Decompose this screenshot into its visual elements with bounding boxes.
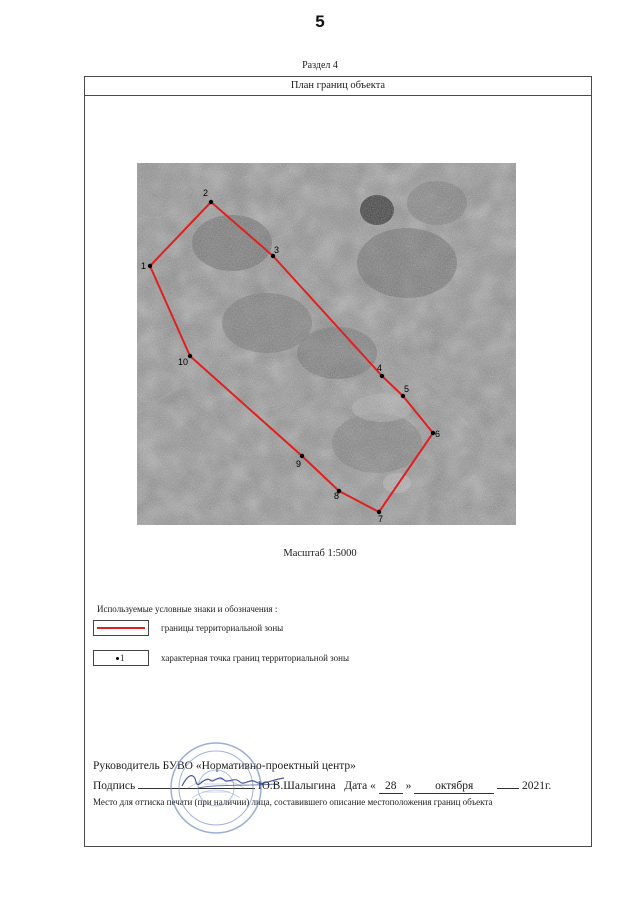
point-dot-icon xyxy=(116,657,119,660)
point-label: 5 xyxy=(404,384,410,394)
point-label: 1 xyxy=(141,261,147,271)
date-label: Дата « xyxy=(344,780,376,792)
date-day: 28 xyxy=(379,780,403,794)
point-label: 7 xyxy=(378,514,384,524)
boundary-point xyxy=(148,264,152,268)
legend-heading: Используемые условные знаки и обозначения : xyxy=(97,604,278,614)
date-month: октября xyxy=(414,780,494,794)
signature-line xyxy=(93,775,551,794)
legend-line-label: границы территориальной зоны xyxy=(161,623,284,633)
boundary-point xyxy=(380,374,384,378)
legend-point-number: 1 xyxy=(120,653,125,663)
aerial-map xyxy=(137,163,516,525)
point-label: 2 xyxy=(203,188,209,198)
point-label: 6 xyxy=(435,429,441,439)
legend-point-label: характерная точка границ территориальной зоны xyxy=(161,653,350,663)
page-number: 5 xyxy=(315,12,325,31)
boundary-point xyxy=(300,454,304,458)
point-label: 8 xyxy=(334,491,340,501)
signer-name: Ю.В.Шалыгина xyxy=(257,780,336,792)
point-label: 3 xyxy=(274,245,280,255)
grain-texture xyxy=(137,163,516,525)
organization-head-line: Руководитель БУВО «Нормативно-проектный центр» xyxy=(93,760,356,772)
boundary-point xyxy=(188,354,192,358)
point-label: 10 xyxy=(178,357,189,367)
point-label: 4 xyxy=(377,363,383,373)
red-line-icon xyxy=(97,627,145,629)
signature-label: Подпись xyxy=(93,780,136,792)
legend-line-symbol xyxy=(93,620,149,636)
date-gap xyxy=(497,775,519,789)
date-year: 2021г. xyxy=(521,780,552,792)
date-day-close: » xyxy=(405,780,412,792)
boundary-point xyxy=(209,200,213,204)
plan-title: План границ объекта xyxy=(85,77,591,96)
legend-point-symbol xyxy=(93,650,149,666)
stamp-note: Место для оттиска печати (при наличии) лица, составившего описание местоположения границ объекта xyxy=(93,797,493,807)
map-scale: Масштаб 1:5000 xyxy=(283,548,357,559)
map-svg xyxy=(137,163,516,525)
point-label: 9 xyxy=(296,459,302,469)
handwritten-signature-icon xyxy=(178,770,288,792)
boundary-point xyxy=(401,394,405,398)
section-label: Раздел 4 xyxy=(302,60,338,71)
